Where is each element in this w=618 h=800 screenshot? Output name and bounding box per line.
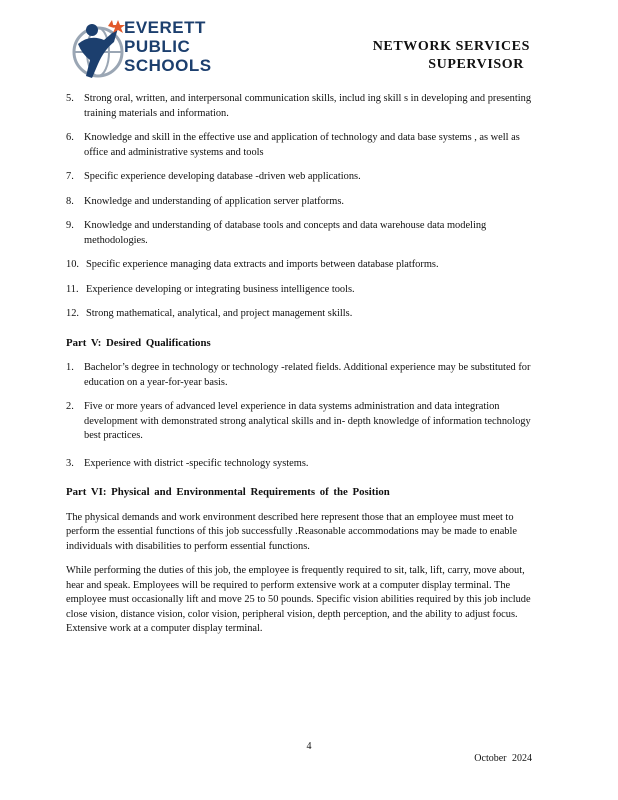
section-heading-part-5: Part V: Desired Qualifications (66, 336, 211, 349)
logo-line-1: EVERETT (124, 18, 206, 37)
item-text: Knowledge and understanding of application server platforms. (84, 195, 344, 207)
paragraph-duties: While performing the duties of this job, the employee is frequently required to sit, talk, lift, carry, move about, hear and speak. Employees will be required to perform extensive work at a computer display terminal. The employee must occasionally lift and move 25 to 50 pounds. Specific vision abilities required by this job include close vision, distance vision, color vision, peripheral vision, depth perception, and the ability to adjust focus. Extensive work at a computer display terminal. (66, 565, 531, 634)
list-item (66, 258, 536, 273)
page-number: 4 (306, 741, 312, 752)
qualifications-list (66, 92, 536, 322)
list-item (66, 170, 536, 185)
item-number: 7. (66, 171, 74, 182)
footer-date: October 2024 (474, 753, 532, 764)
item-number: 5. (66, 93, 74, 104)
item-text: Specific experience managing data extracts and imports between database platforms. (86, 259, 439, 270)
title-line-1: NETWORK SERVICES (372, 39, 530, 54)
item-number: 1. (66, 362, 74, 373)
title-line-2: SUPERVISOR (428, 57, 524, 72)
item-number: 9. (66, 220, 74, 231)
item-text: Experience with district -specific technology systems. (84, 457, 309, 469)
item-text: Knowledge and understanding of database tools and concepts and data warehouse data modeling methodologies. (84, 220, 487, 246)
list-item (66, 131, 536, 160)
item-text: Specific experience developing database -driven web applications. (84, 171, 361, 182)
section-heading-part-6: Part VI: Physical and Environmental Requirements of the Position (66, 486, 390, 498)
item-number: 8. (66, 195, 74, 207)
item-number: 12. (66, 308, 79, 319)
list-item (66, 219, 536, 248)
list-item (66, 361, 536, 390)
item-text: Strong oral, written, and interpersonal communication skills, includ ing skill s in developing and presenting training materials and information. (84, 93, 532, 119)
item-text: Experience developing or integrating business intelligence tools. (86, 283, 355, 295)
item-text: Five or more years of advanced level experience in data systems administration and data integration development with demonstrated strong analytical skills and in- depth knowledge of information technology best practices. (84, 401, 531, 441)
list-item (66, 283, 536, 298)
list-item (66, 307, 536, 322)
item-number: 3. (66, 457, 74, 469)
item-text: Bachelor’s degree in technology or technology -related fields. Additional experience may be substituted for education on a year-for-year basis. (84, 362, 531, 388)
desired-qualifications-list (66, 361, 536, 471)
logo-line-3: SCHOOLS (124, 56, 212, 75)
logo-wordmark (124, 18, 212, 75)
page-content (66, 92, 536, 647)
list-item (66, 457, 536, 472)
item-number: 2. (66, 401, 74, 412)
item-text: Strong mathematical, analytical, and project management skills. (86, 308, 353, 319)
document-title (373, 38, 530, 74)
item-number: 11. (66, 283, 79, 295)
list-item (66, 92, 536, 121)
list-item (66, 400, 536, 444)
item-number: 10. (66, 259, 79, 270)
item-number: 6. (66, 132, 74, 143)
item-text: Knowledge and skill in the effective use and application of technology and data base systems , as well as office and administrative systems and tools (84, 132, 520, 158)
list-item (66, 195, 536, 210)
paragraph-physical-demands: The physical demands and work environment described here represent those that an employee must meet to perform the essential functions of this job successfully .Reasonable accommodations may be made to enable individuals with disabilities to perform essential functions. (66, 511, 517, 552)
logo-line-2: PUBLIC (124, 37, 191, 56)
globe-figure-icon (68, 14, 128, 84)
